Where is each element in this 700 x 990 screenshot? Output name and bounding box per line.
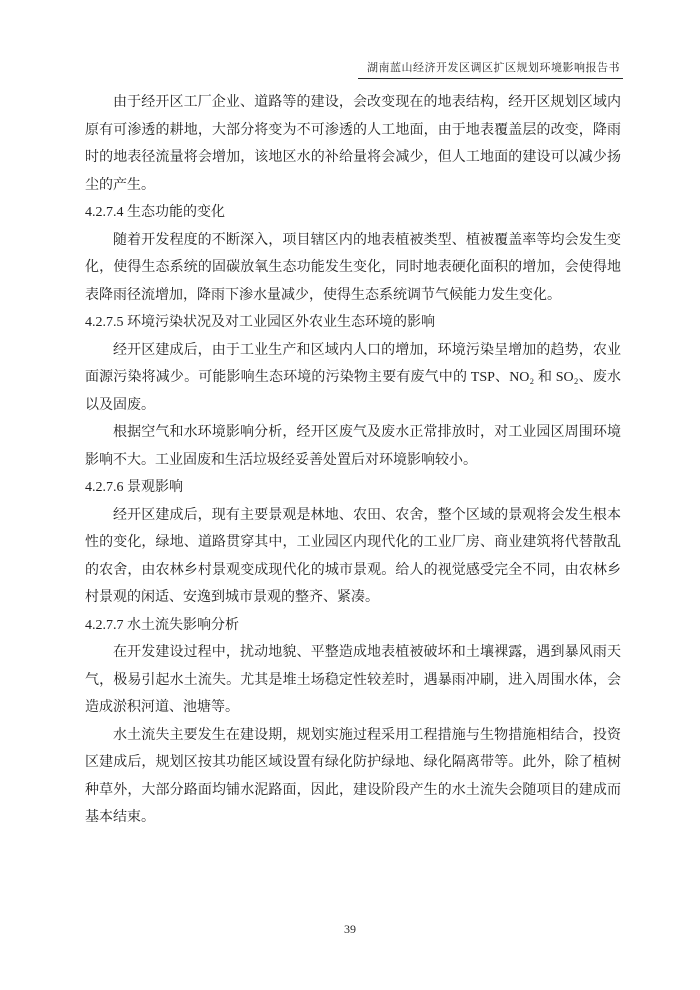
section-heading-4-2-7-5: 4.2.7.5 环境污染状况及对工业园区外农业生态环境的影响 xyxy=(85,315,435,330)
paragraph-soil-erosion-mitigation: 水土流失主要发生在建设期，规划实施过程采用工程措施与生物措施相结合，投资区建成后，规划区按其功能区域设置有绿化防护绿地、绿化隔离带等。此外，除了植树种草外，大部分路面均铺水泥路面，因此，建设阶段产生的水土流失会随项目的建成而基本结束。 xyxy=(85,727,621,825)
section-heading-4-2-7-6: 4.2.7.6 景观影响 xyxy=(85,480,183,495)
paragraph-pollution-trend: 经开区建成后，由于工业生产和区域内人口的增加，环境污染呈增加的趋势，农业面源污染将减少。可能影响生态环境的污染物主要有废气中的 TSP、NO₂ 和 SO₂、废水以及固废。 xyxy=(85,342,621,413)
page-number: 39 xyxy=(344,922,356,936)
report-header xyxy=(358,58,623,79)
report-header-title: 湖南蓝山经济开发区调区扩区规划环境影响报告书 xyxy=(358,59,623,79)
section-heading-4-2-7-4: 4.2.7.4 生态功能的变化 xyxy=(85,205,225,220)
document-body xyxy=(85,89,621,832)
section-heading-4-2-7-7: 4.2.7.7 水土流失影响分析 xyxy=(85,617,239,633)
paragraph-soil-erosion-cause: 在开发建设过程中，扰动地貌、平整造成地表植被破坏和土壤裸露，遇到暴风雨天气，极易引起水土流失。尤其是堆土场稳定性较差时，遇暴雨冲刷，进入周围水体，会造成淤积河道、池塘等。 xyxy=(85,645,621,715)
paragraph-emission-impact: 根据空气和水环境影响分析，经开区废气及废水正常排放时，对工业园区周围环境影响不大。工业固废和生活垃圾经妥善处置后对环境影响较小。 xyxy=(85,425,621,468)
paragraph-landscape-impact: 经开区建成后，现有主要景观是林地、农田、农舍，整个区域的景观将会发生根本性的变化，绿地、道路贯穿其中，工业园区内现代化的工业厂房、商业建筑将代替散乱的农舍，由农林乡村景观变成现代化的城市景观。给人的视觉感受完全不同，由农林乡村景观的闲适、安逸到城市景观的整齐、紧凑。 xyxy=(85,507,621,605)
paragraph-surface-structure: 由于经开区工厂企业、道路等的建设，会改变现在的地表结构，经开区规划区域内原有可渗透的耕地，大部分将变为不可渗透的人工地面，由于地表覆盖层的改变，降雨时的地表径流量将会增加，该地区水的补给量将会减少，但人工地面的建设可以减少扬尘的产生。 xyxy=(85,95,621,193)
paragraph-eco-function: 随着开发程度的不断深入，项目辖区内的地表植被类型、植被覆盖率等均会发生变化，使得生态系统的固碳放氧生态功能发生变化，同时地表硬化面积的增加，会使得地表降雨径流增加，降雨下渗水量减少，使得生态系统调节气候能力发生变化。 xyxy=(85,232,621,303)
